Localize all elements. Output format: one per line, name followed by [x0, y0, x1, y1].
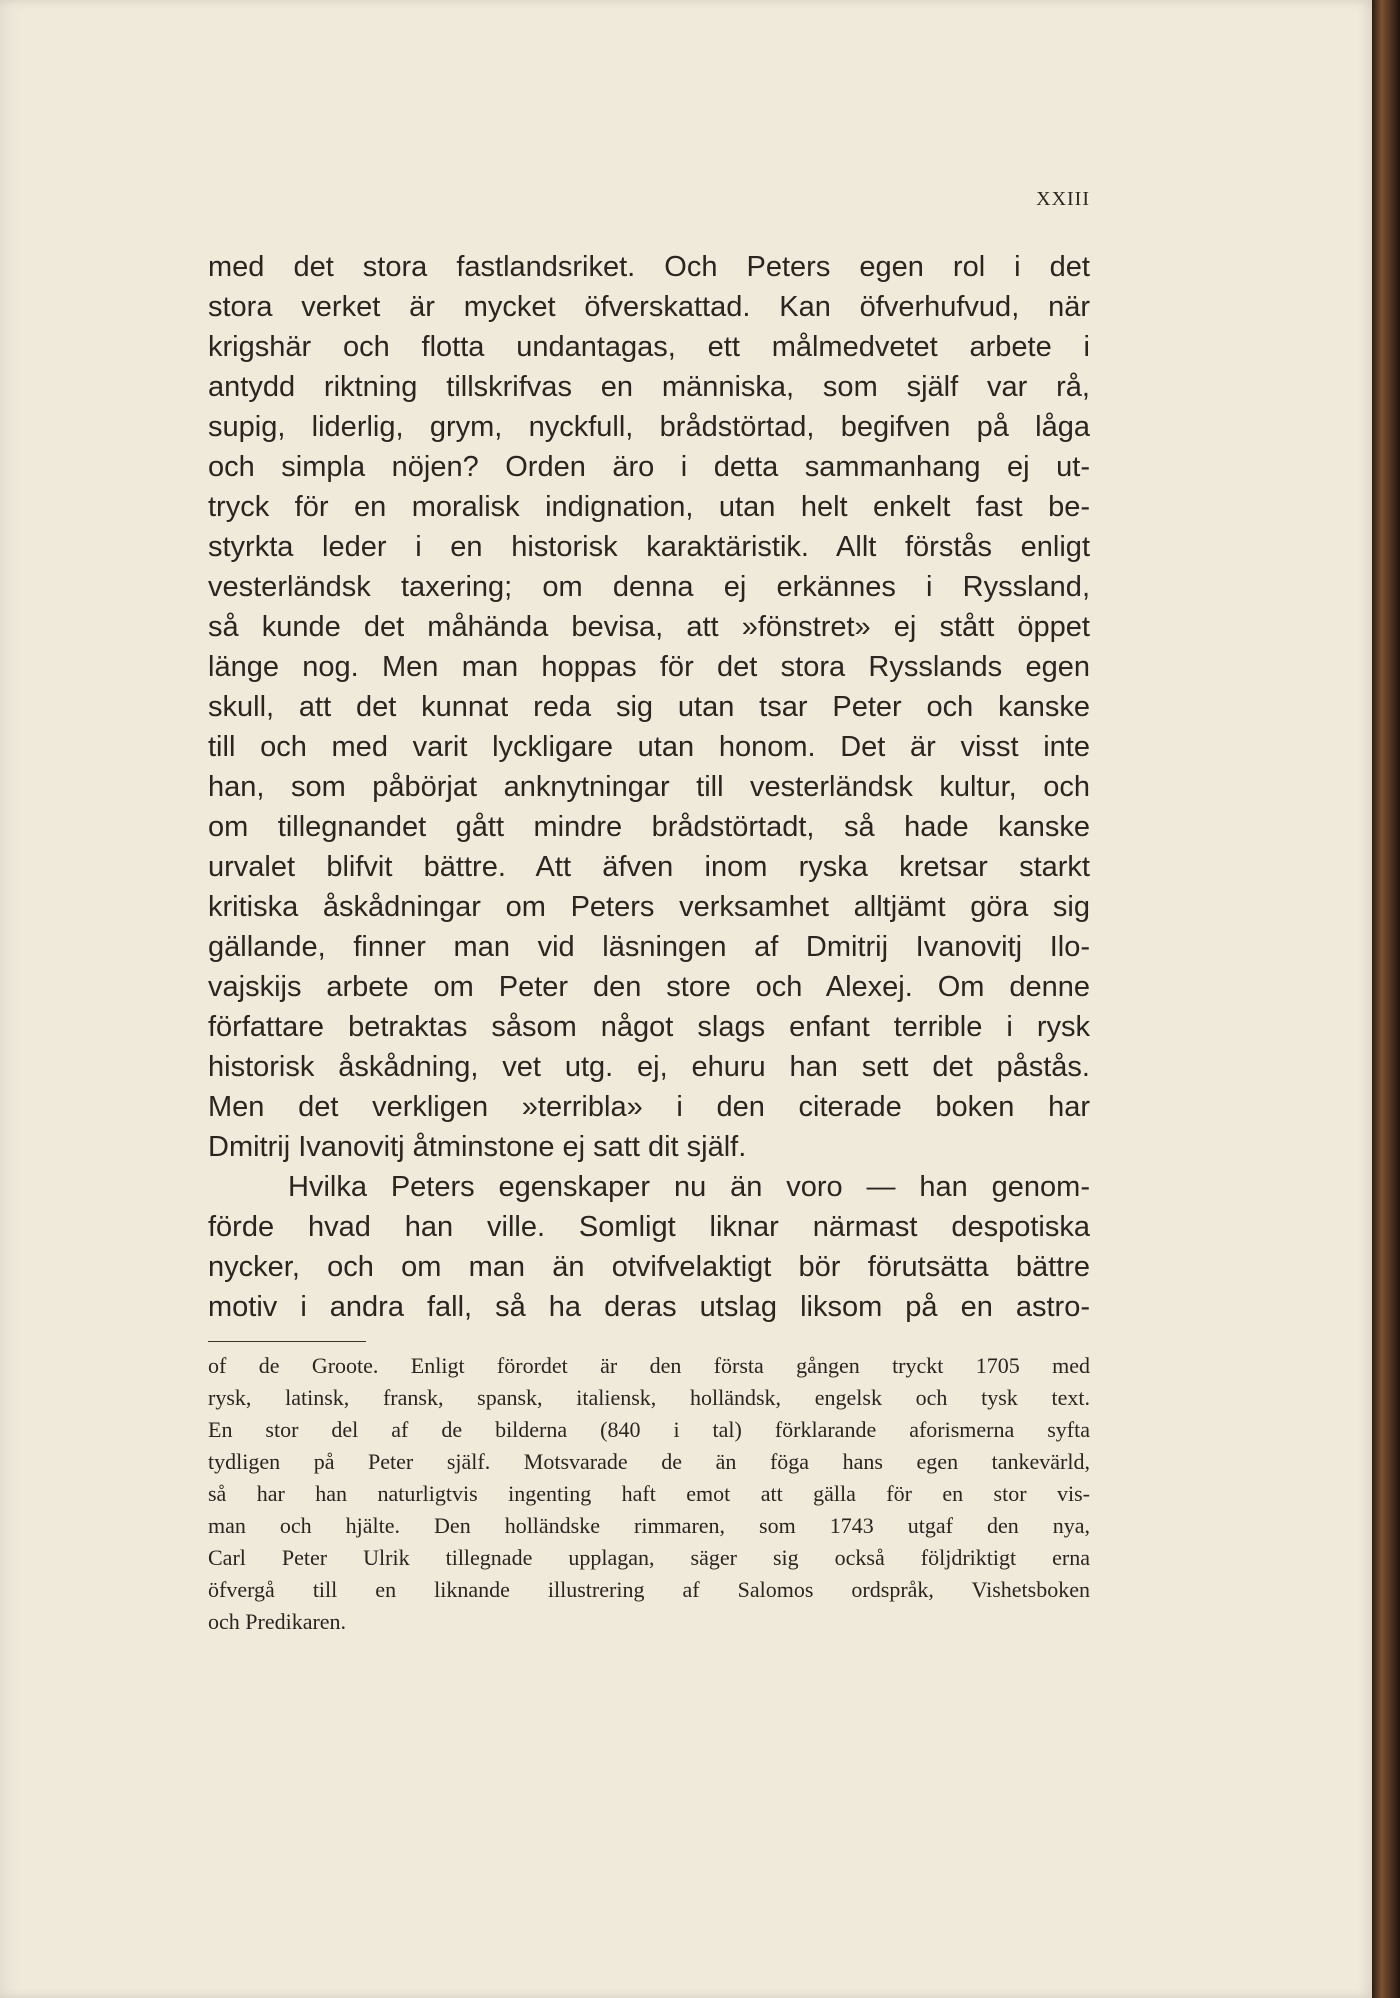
footnote-line: En stor del af de bilderna (840 i tal) förklarande aforismerna syfta: [208, 1417, 1090, 1442]
footnote-line: man och hjälte. Den holländske rimmaren, som 1743 utgaf den nya,: [208, 1513, 1090, 1538]
footnote-line: så har han naturligtvis ingenting haft emot att gälla för en stor vis-: [208, 1481, 1090, 1506]
text-line: nycker, och om man än otvifvelaktigt bör förutsätta bättre: [208, 1251, 1090, 1283]
text-line: om tillegnandet gått mindre brådstörtadt, så hade kanske: [208, 811, 1090, 843]
text-line: motiv i andra fall, så ha deras utslag liksom på en astro-: [208, 1291, 1090, 1323]
footnote-line: Carl Peter Ulrik tillegnade upplagan, säger sig också följdriktigt erna: [208, 1545, 1090, 1570]
text-line: antydd riktning tillskrifvas en människa, som själf var rå,: [208, 371, 1090, 403]
text-line: skull, att det kunnat reda sig utan tsar Peter och kanske: [208, 691, 1090, 723]
text-line: Dmitrij Ivanovitj åtminstone ej satt dit själf.: [208, 1131, 747, 1163]
footnote-line: öfvergå till en liknande illustrering af Salomos ordspråk, Vishetsboken: [208, 1577, 1090, 1602]
text-line: författare betraktas såsom något slags enfant terrible i rysk: [208, 1011, 1090, 1043]
footnote-line: och Predikaren.: [208, 1609, 347, 1634]
text-line: supig, liderlig, grym, nyckfull, brådstörtad, begifven på låga: [208, 411, 1090, 443]
footnote-divider: [208, 1341, 366, 1342]
footnote-text: [208, 1350, 1090, 1638]
text-line: vesterländsk taxering; om denna ej erkännes i Ryssland,: [208, 571, 1090, 603]
text-line: så kunde det måhända bevisa, att »fönstret» ej stått öppet: [208, 611, 1090, 643]
text-line: gällande, finner man vid läsningen af Dmitrij Ivanovitj Ilo-: [208, 931, 1090, 963]
text-line: förde hvad han ville. Somligt liknar närmast despotiska: [208, 1211, 1090, 1243]
main-text: [208, 247, 1090, 1327]
text-line: stora verket är mycket öfverskattad. Kan öfverhufvud, när: [208, 291, 1090, 323]
text-line: krigshär och flotta undantagas, ett målmedvetet arbete i: [208, 331, 1090, 363]
text-line: tryck för en moralisk indignation, utan helt enkelt fast be-: [208, 491, 1090, 523]
text-line: vajskijs arbete om Peter den store och Alexej. Om denne: [208, 971, 1090, 1003]
footnote-line: tydligen på Peter själf. Motsvarade de än föga hans egen tankevärld,: [208, 1449, 1090, 1474]
text-line: med det stora fastlandsriket. Och Peters egen rol i det: [208, 251, 1090, 283]
text-line: styrkta leder i en historisk karaktäristik. Allt förstås enligt: [208, 531, 1090, 563]
page-number: XXIII: [1036, 188, 1090, 210]
text-line: länge nog. Men man hoppas för det stora Rysslands egen: [208, 651, 1090, 683]
text-line: historisk åskådning, vet utg. ej, ehuru han sett det påstås.: [208, 1051, 1090, 1083]
footnote-line: of de Groote. Enligt förordet är den första gången tryckt 1705 med: [208, 1353, 1090, 1378]
text-line: och simpla nöjen? Orden äro i detta sammanhang ej ut-: [208, 451, 1090, 483]
footnote-line: rysk, latinsk, fransk, spansk, italiensk, holländsk, engelsk och tysk text.: [208, 1385, 1090, 1410]
text-line: han, som påbörjat anknytningar till vesterländsk kultur, och: [208, 771, 1090, 803]
text-line: kritiska åskådningar om Peters verksamhet alltjämt göra sig: [208, 891, 1090, 923]
book-edge: [1372, 0, 1400, 1998]
text-line: urvalet blifvit bättre. Att äfven inom ryska kretsar starkt: [208, 851, 1090, 883]
text-line: Hvilka Peters egenskaper nu än voro — han genom-: [288, 1171, 1090, 1203]
text-line: Men det verkligen »terribla» i den citerade boken har: [208, 1091, 1090, 1123]
text-line: till och med varit lyckligare utan honom. Det är visst inte: [208, 731, 1090, 763]
